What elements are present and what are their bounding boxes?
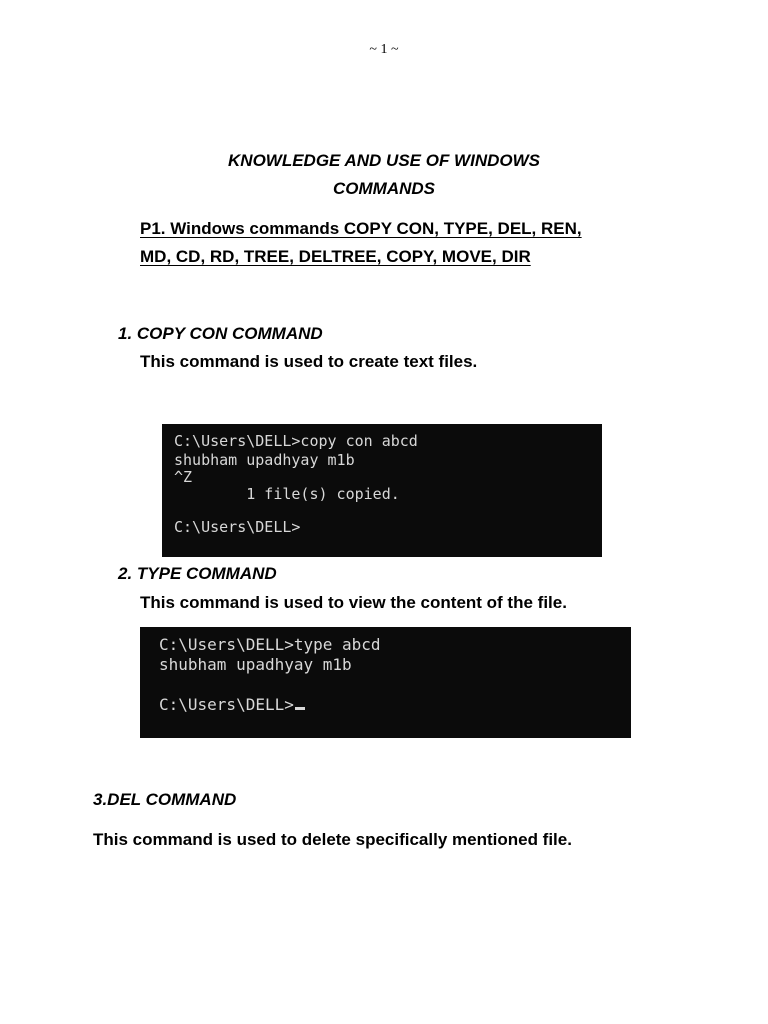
terminal-screenshot-type — [140, 627, 631, 738]
terminal-line: ^Z — [174, 468, 193, 486]
document-title-line-1: KNOWLEDGE AND USE OF WINDOWS — [228, 151, 540, 170]
terminal-line: C:\Users\DELL>copy con abcd — [174, 432, 418, 450]
terminal-line: shubham upadhyay m1b — [159, 655, 352, 674]
document-title-line-2: COMMANDS — [333, 179, 435, 198]
terminal-line: C:\Users\DELL> — [159, 695, 294, 714]
terminal-screenshot-copy-con — [162, 424, 602, 557]
section-heading-type: 2. TYPE COMMAND — [118, 564, 277, 583]
terminal-line: 1 file(s) copied. — [174, 485, 400, 503]
terminal-prompt-line — [159, 696, 305, 714]
practical-title-line-1: P1. Windows commands COPY CON, TYPE, DEL, REN, — [140, 219, 582, 238]
terminal-line: C:\Users\DELL>type abcd — [159, 635, 381, 654]
text-cursor-icon — [295, 707, 305, 710]
practical-title-line-2: MD, CD, RD, TREE, DELTREE, COPY, MOVE, DIR — [140, 247, 531, 266]
section-description-type: This command is used to view the content of the file. — [140, 593, 567, 612]
terminal-line: C:\Users\DELL> — [174, 518, 301, 536]
section-heading-del: 3.DEL COMMAND — [93, 790, 237, 809]
section-heading-copy-con: 1. COPY CON COMMAND — [118, 324, 323, 343]
page-number: ~ 1 ~ — [369, 42, 399, 57]
section-description-del: This command is used to delete specifically mentioned file. — [93, 830, 572, 849]
section-description-copy-con: This command is used to create text files. — [140, 352, 478, 371]
terminal-line: shubham upadhyay m1b — [174, 451, 355, 469]
